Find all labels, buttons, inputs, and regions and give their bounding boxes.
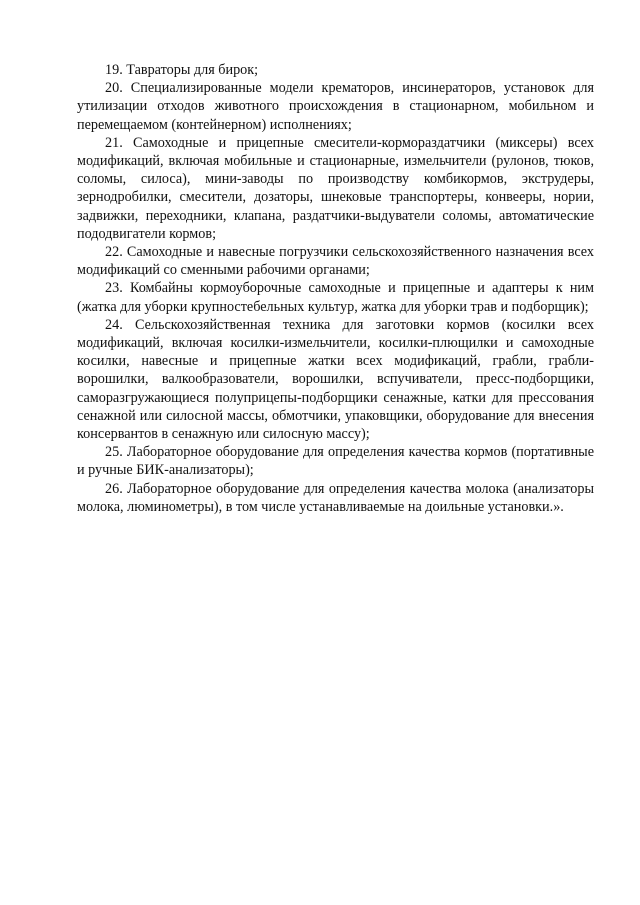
list-item-24: 24. Сельскохозяйственная техника для заготовки кормов (косилки всех модификаций, включая косилки-измельчители, косилки-плющилки и самоходные косилки, навесные и прицепные жатки всех модификаций, грабли, грабли-ворошилки, валкообразователи, ворошилки, вспучиватели, пресс-подборщики, саморазгружающиеся полуприцепы-подборщики сенажные, катки для прессования сенажной или силосной массы, обмотчики, упаковщики, оборудование для внесения консервантов в сенажную или силосную массу); (77, 316, 594, 443)
list-item-19: 19. Тавраторы для бирок; (105, 62, 259, 78)
list-item-26: 26. Лабораторное оборудование для определения качества молока (анализаторы молока, люминометры), в том числе устанавливаемые на доильные установки.». (77, 480, 594, 515)
document-body (77, 61, 594, 516)
list-item-22: 22. Самоходные и навесные погрузчики сельскохозяйственного назначения всех модификаций со сменными рабочими органами; (77, 244, 594, 279)
list-item-23: 23. Комбайны кормоуборочные самоходные и прицепные и адаптеры к ним (жатка для уборки крупностебельных культур, жатка для уборки трав и подборщик); (77, 280, 594, 315)
list-item-25: 25. Лабораторное оборудование для определения качества кормов (портативные и ручные БИК-анализаторы); (77, 444, 594, 479)
list-item-21: 21. Самоходные и прицепные смесители-кормораздатчики (миксеры) всех модификаций, включая мобильные и стационарные, измельчители (рулонов, тюков, соломы, силоса), мини-заводы по производству комбикормов, экструдеры, зернодробилки, смесители, дозаторы, шнековые транспортеры, конвееры, нории, задвижки, переходники, клапана, раздатчики-выдуватели соломы, автоматические пододвигатели кормов; (77, 134, 594, 242)
list-item-20: 20. Специализированные модели крематоров, инсинераторов, установок для утилизации отходов животного происхождения в стационарном, мобильном и перемещаемом (контейнерном) исполнениях; (77, 80, 594, 133)
